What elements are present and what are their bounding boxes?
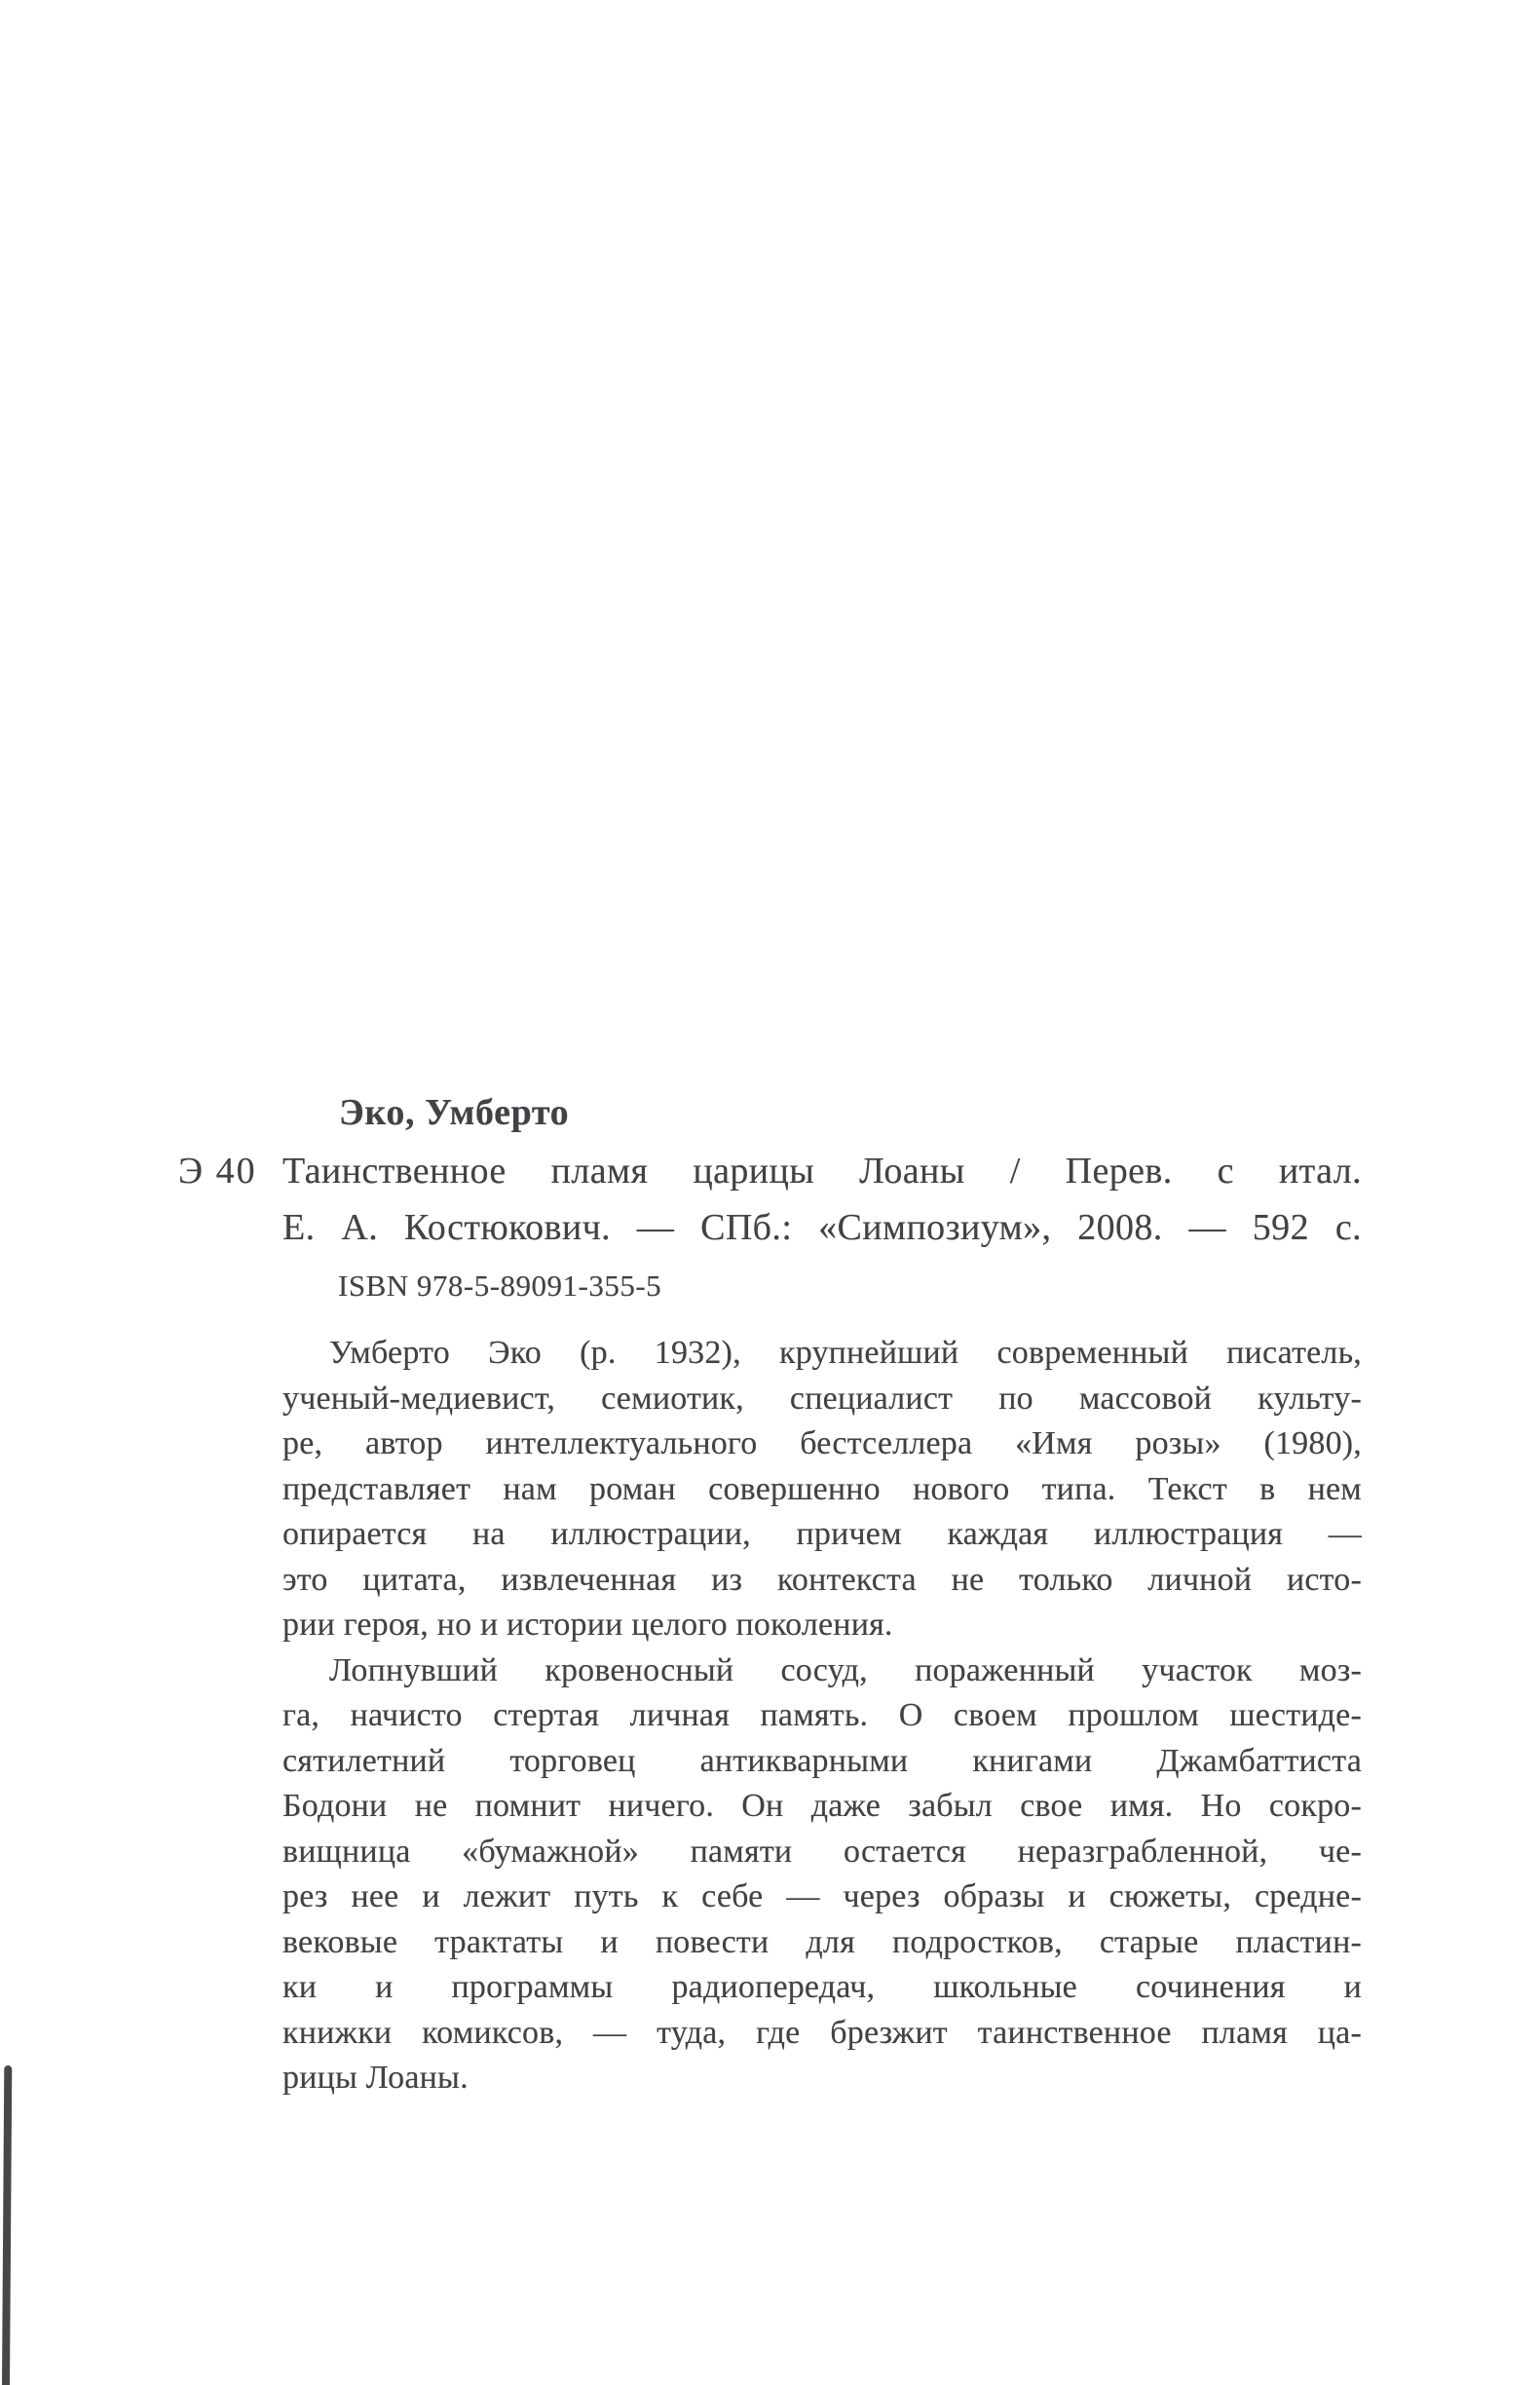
annotation-block [282,1331,1362,2101]
annotation-text-line: рии героя, но и истории целого поколения. [282,1607,893,1643]
annotation-text-line: рез нее и лежит путь к себе — через образы и сюжеты, средне- [282,1878,1362,1914]
annotation-text-line: ученый-медиевист, семиотик, специалист по массовой культу- [282,1380,1362,1417]
annotation-text-line: ки и программы радиопередач, школьные сочинения и [282,1969,1362,2005]
annotation-text-line: Бодони не помнит ничего. Он даже забыл свое имя. Но сокро- [282,1788,1362,1824]
annotation-text-line: опирается на иллюстрации, причем каждая иллюстрация — [282,1516,1362,1552]
annotation-paragraph-about-author [282,1331,1362,1648]
annotation-text-line: Умберто Эко (р. 1932), крупнейший современный писатель, [329,1335,1362,1371]
annotation-text-line: вищница «бумажной» памяти остается неразграбленной, че- [282,1833,1362,1870]
annotation-text-line: сятилетний торговец антикварными книгами Джамбаттиста [282,1742,1362,1779]
annotation-text-line: га, начисто стертая личная память. О своем прошлом шестиде- [282,1697,1362,1733]
bibliographic-title-line: Таинственное пламя царицы Лоаны / Перев. с итал. [282,1151,1362,1192]
classification-code: Э 40 [178,1151,257,1192]
annotation-text-line: представляет нам роман совершенно нового типа. Текст в нем [282,1470,1362,1507]
author-heading: Эко, Умберто [339,1092,570,1133]
isbn-line: ISBN 978-5-89091-355-5 [338,1268,662,1303]
annotation-text-line: вековые трактаты и повести для подростков, старые пластин- [282,1923,1362,1960]
annotation-text-line: рицы Лоаны. [282,2060,469,2096]
annotation-text-line: книжки комиксов, — туда, где брезжит таинственное пламя ца- [282,2014,1362,2051]
annotation-text-line: Лопнувший кровеносный сосуд, пораженный участок моз- [329,1651,1362,1688]
annotation-paragraph-plot-summary [282,1648,1362,2101]
bibliographic-imprint-line: Е. А. Костюкович. — СПб.: «Симпозиум», 2008. — 592 с. [282,1207,1362,1248]
spine-shadow-mark [2,2065,12,2385]
annotation-text-line: ре, автор интеллектуального бестселлера «Имя розы» (1980), [282,1425,1362,1461]
annotation-text-line: это цитата, извлеченная из контекста не только личной исто- [282,1561,1362,1598]
